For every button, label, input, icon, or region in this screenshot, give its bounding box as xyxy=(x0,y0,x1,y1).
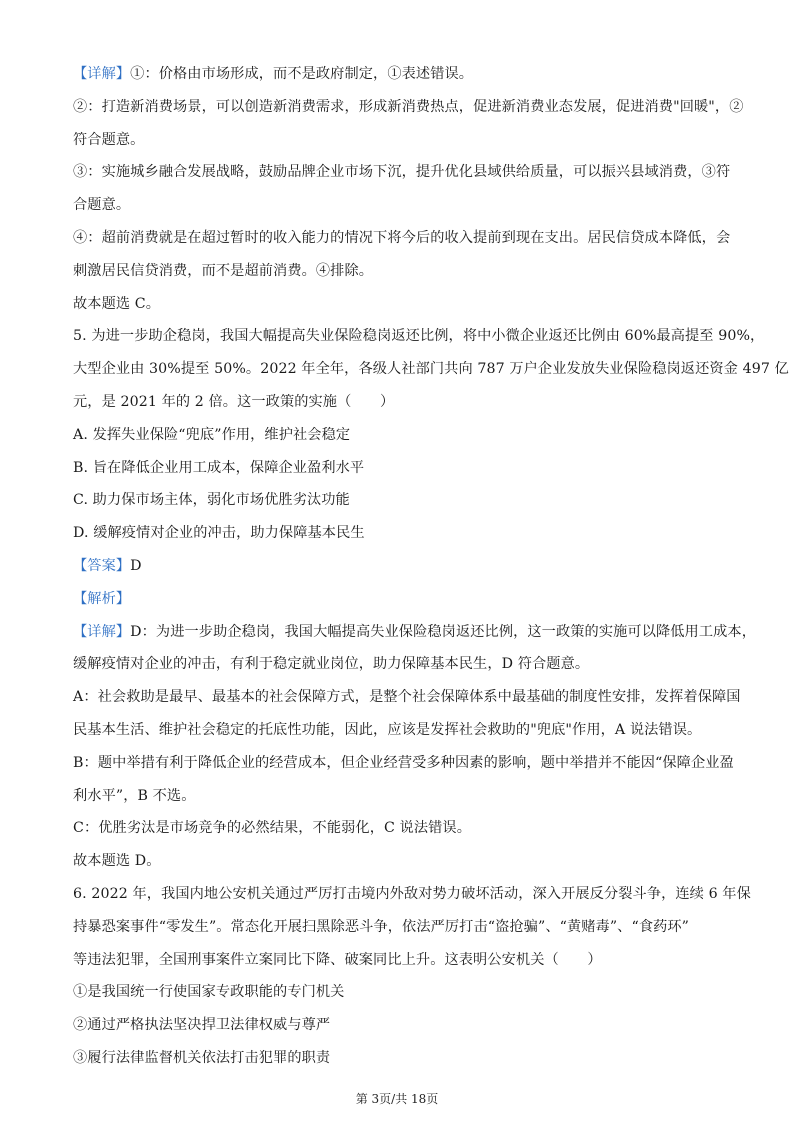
text-line xyxy=(73,523,721,543)
line-text: 故本题选 D。 xyxy=(73,853,161,870)
line-text: D：为进一步助企稳岗，我国大幅提高失业保险稳岗返还比例，这一政策的实施可以降低用工成本， xyxy=(130,623,756,640)
text-line xyxy=(73,851,721,871)
line-text: A：社会救助是最早、最基本的社会保障方式，是整个社会保障体系中最基础的制度性安排，发挥着保障国 xyxy=(73,689,741,706)
text-line xyxy=(73,359,789,379)
line-text: ②通过严格执法坚决捍卫法律权威与尊严 xyxy=(73,1017,331,1034)
section-tag: 【答案】 xyxy=(73,557,131,574)
page-footer: 第 3页/共 18页 xyxy=(355,1092,439,1106)
text-line xyxy=(73,589,721,609)
text-line xyxy=(73,556,721,576)
text-line xyxy=(73,720,721,740)
text-line xyxy=(73,294,721,314)
text-line xyxy=(73,818,721,838)
text-line xyxy=(73,622,756,642)
text-line xyxy=(73,195,721,215)
line-text: D. 缓解疫情对企业的冲击，助力保障基本民生 xyxy=(73,525,365,542)
text-line xyxy=(73,1048,721,1068)
line-text: C：优胜劣汰是市场竞争的必然结果，不能弱化，C 说法错误。 xyxy=(73,820,471,837)
text-line xyxy=(73,654,721,674)
line-text: 合题意。 xyxy=(73,197,131,214)
text-line xyxy=(73,982,721,1002)
section-tag: 【详解】 xyxy=(73,66,131,82)
text-line xyxy=(73,917,721,937)
line-text: ②：打造新消费场景，可以创造新消费需求，形成新消费热点，促进新消费业态发展，促进消费"回暖"，② xyxy=(73,98,744,115)
line-text: A. 发挥失业保险“兜底”作用，维护社会稳定 xyxy=(73,426,351,443)
line-text: B：题中举措有利于降低企业的经营成本，但企业经营受多种因素的影响，题中举措并不能因“保障企业盈 xyxy=(73,754,734,771)
text-line xyxy=(73,130,721,150)
text-line xyxy=(73,228,731,248)
text-line xyxy=(73,64,721,84)
section-tag: 【详解】 xyxy=(73,623,131,640)
text-line xyxy=(73,326,765,346)
line-text: 利水平”，B 不选。 xyxy=(73,787,196,804)
line-text: C. 助力保市场主体，弱化市场优胜劣汰功能 xyxy=(73,492,350,509)
line-text: ④：超前消费就是在超过暂时的收入能力的情况下将今后的收入提前到现在支出。居民信贷成本降低，会 xyxy=(73,229,731,246)
text-line xyxy=(73,950,721,970)
text-line xyxy=(73,392,721,412)
line-text: ①是我国统一行使国家专政职能的专门机关 xyxy=(73,984,345,1001)
line-text: 等违法犯罪，全国刑事案件立案同比下降、破案同比上升。这表明公安机关（ ） xyxy=(73,951,602,968)
line-text: 5. 为进一步助企稳岗，我国大幅提高失业保险稳岗返还比例，将中小微企业返还比例由 60%最高提至 90%， xyxy=(73,328,765,345)
text-line xyxy=(73,425,721,445)
text-line xyxy=(73,261,721,281)
line-text: ①：价格由市场形成，而不是政府制定，①表述错误。 xyxy=(130,66,474,82)
line-text: 刺激居民信贷消费，而不是超前消费。④排除。 xyxy=(73,262,374,279)
line-text: 故本题选 C。 xyxy=(73,295,161,312)
text-line xyxy=(73,884,751,904)
line-text: 缓解疫情对企业的冲击，有利于稳定就业岗位，助力保障基本民生，D 符合题意。 xyxy=(73,656,590,673)
line-text: B. 旨在降低企业用工成本，保障企业盈利水平 xyxy=(73,459,365,476)
document-body xyxy=(73,64,789,1081)
section-tag: 【解析】 xyxy=(73,590,131,607)
text-line xyxy=(73,786,721,806)
line-text: 持暴恐案事件“零发生”。常态化开展扫黑除恶斗争，依法严厉打击“盗抢骗”、“黄赌毒”、“食药环” xyxy=(73,918,690,935)
line-text: 6. 2022 年，我国内地公安机关通过严厉打击境内外敌对势力破坏活动，深入开展反分裂斗争，连续 6 年保 xyxy=(73,885,751,902)
line-text: ③：实施城乡融合发展战略，鼓励品牌企业市场下沉，提升优化县域供给质量，可以振兴县域消费，③符 xyxy=(73,164,731,181)
text-line xyxy=(73,97,744,117)
line-text: 大型企业由 30%提至 50%。2022 年全年，各级人社部门共向 787 万户企业发放失业保险稳岗返还资金 497 亿 xyxy=(73,361,789,378)
line-text: 符合题意。 xyxy=(73,131,145,148)
line-text: 民基本生活、维护社会稳定的托底性功能，因此，应该是发挥社会救助的"兜底"作用，A 说法错误。 xyxy=(73,721,702,738)
text-line xyxy=(73,753,734,773)
line-text: D xyxy=(130,557,142,574)
line-text: 元，是 2021 年的 2 倍。这一政策的实施（ ） xyxy=(73,393,395,410)
text-line xyxy=(73,1015,721,1035)
text-line xyxy=(73,490,721,510)
line-text: ③履行法律监督机关依法打击犯罪的职责 xyxy=(73,1049,331,1066)
text-line xyxy=(73,162,731,182)
text-line xyxy=(73,458,721,478)
text-line xyxy=(73,687,741,707)
